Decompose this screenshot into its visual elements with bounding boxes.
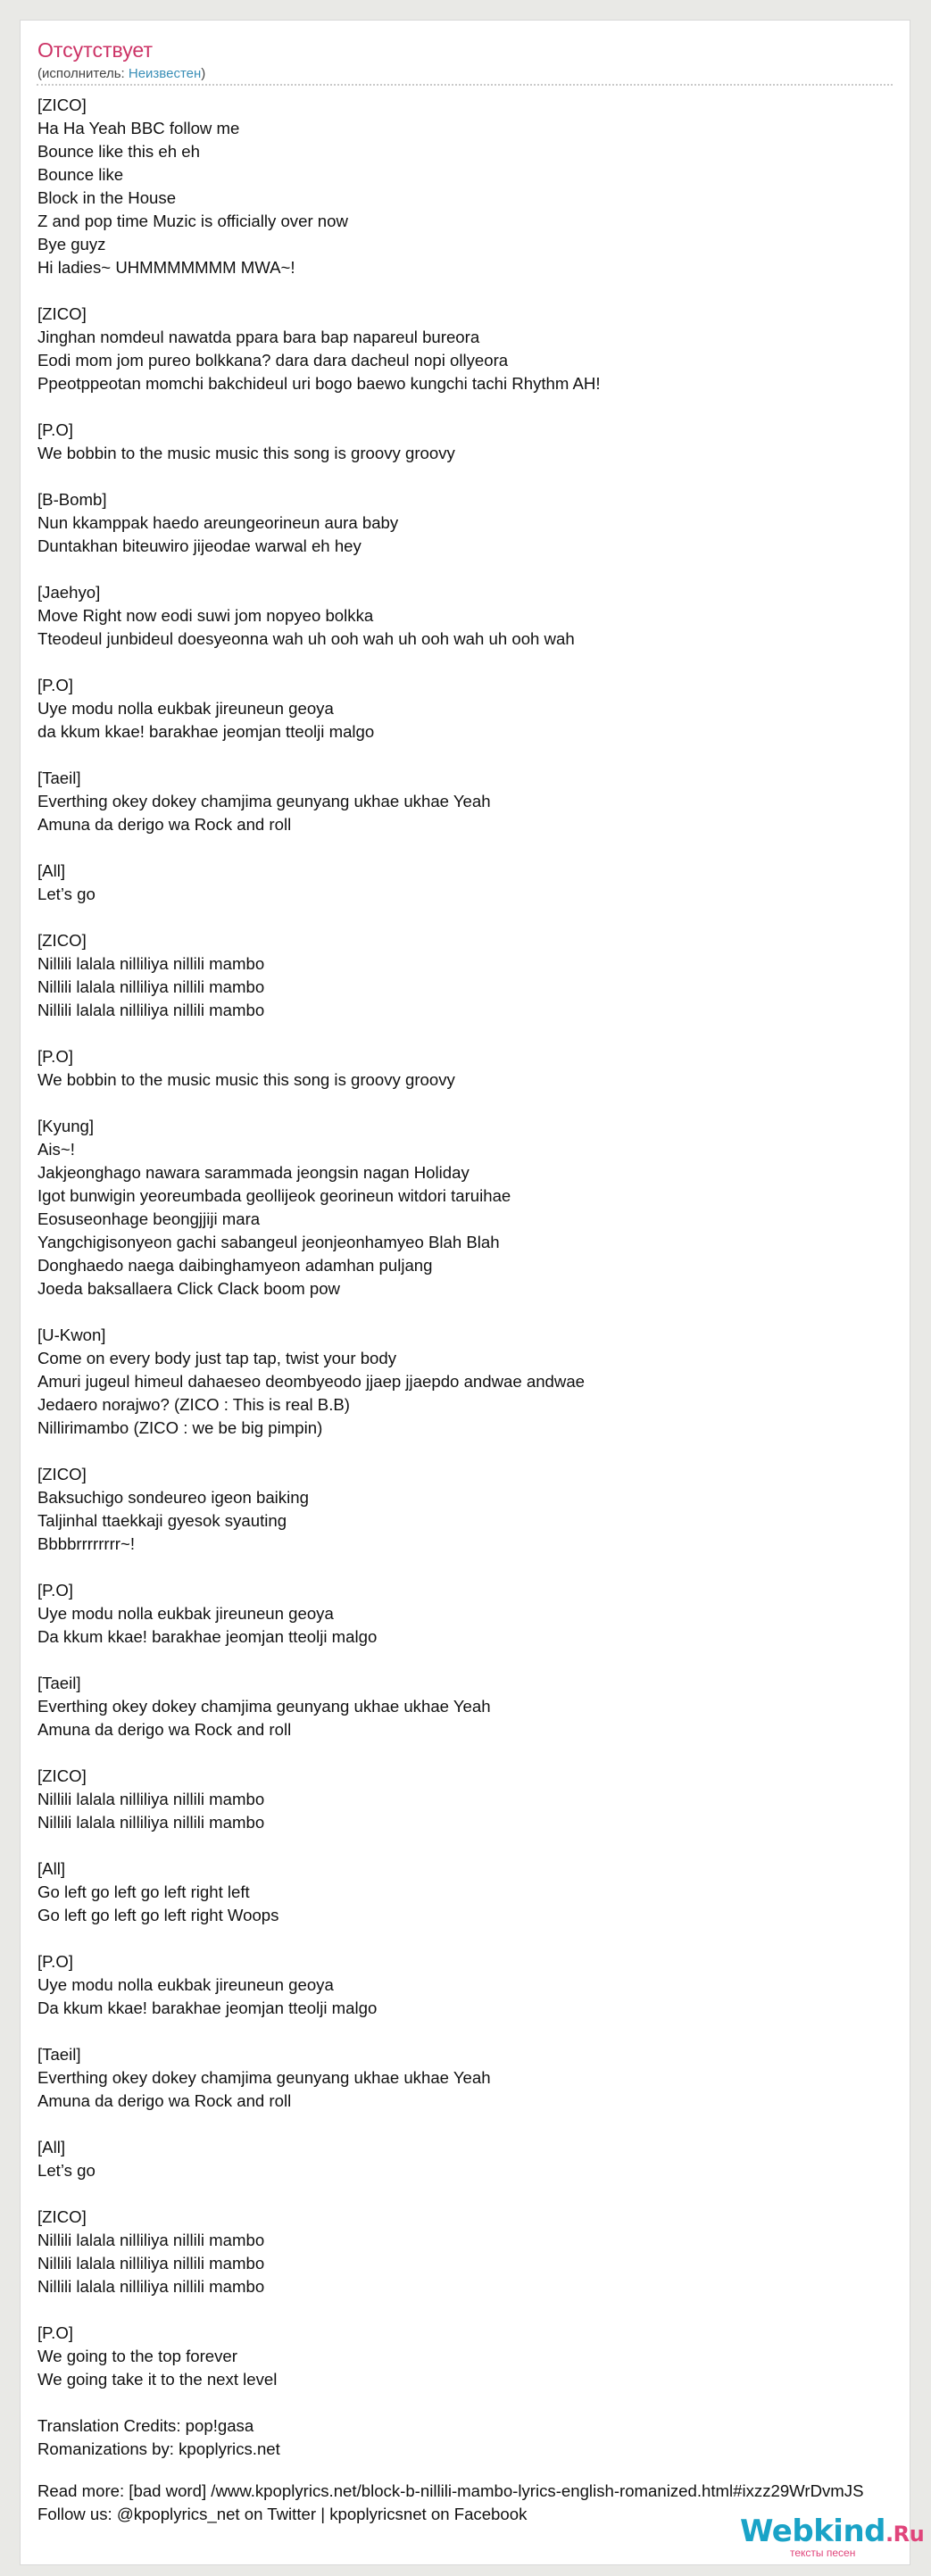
lyric-line: Eodi mom jom pureo bolkkana? dara dara dacheul nopi ollyeora — [37, 351, 509, 370]
lyric-line: Nillili lalala nilliliya nillili mambo — [37, 2254, 265, 2273]
lyric-line: Come on every body just tap tap, twist your body — [37, 1349, 397, 1367]
lyric-line — [37, 2391, 908, 2414]
follow-us-line[interactable]: Follow us: @kpoplyrics_net on Twitter | kpoplyricsnet on Facebook — [37, 2505, 528, 2523]
lyric-section-label: [P.O] — [37, 2323, 73, 2342]
lyric-section-label: [P.O] — [37, 1581, 73, 1600]
lyric-line — [37, 1022, 908, 1045]
lyric-line: Bbbbrrrrrrrr~! — [37, 1534, 135, 1553]
lyric-line: Tteodeul junbideul doesyeonna wah uh ooh wah uh ooh wah uh ooh wah — [37, 629, 575, 648]
lyric-line: Z and pop time Muzic is officially over now — [37, 212, 348, 230]
song-title: Отсутствует — [37, 38, 153, 62]
lyric-section-label: [ZICO] — [37, 96, 87, 114]
lyric-line — [37, 1300, 908, 1324]
site-logo[interactable] — [740, 2514, 925, 2559]
lyric-line — [37, 1440, 908, 1463]
lyric-line: Ha Ha Yeah BBC follow me — [37, 119, 240, 137]
lyric-line: Translation Credits: pop!gasa — [37, 2416, 254, 2435]
lyric-line: Nun kkamppak haedo areungeorineun aura baby — [37, 513, 399, 532]
lyrics-body — [37, 94, 908, 2461]
lyric-section-label: [P.O] — [37, 676, 73, 694]
lyric-line: Amuna da derigo wa Rock and roll — [37, 2091, 292, 2110]
lyric-line — [37, 279, 908, 303]
lyric-line — [37, 2113, 908, 2136]
lyric-line: Uye modu nolla eukbak jireuneun geoya — [37, 699, 334, 718]
lyric-line: Go left go left go left right left — [37, 1882, 250, 1901]
lyric-line: Amuna da derigo wa Rock and roll — [37, 1720, 292, 1739]
lyric-line — [37, 1834, 908, 1857]
lyric-line — [37, 465, 908, 488]
lyric-line: Nillili lalala nilliliya nillili mambo — [37, 1001, 265, 1019]
lyric-line: Yangchigisonyeon gachi sabangeul jeonjeonhamyeo Blah Blah — [37, 1233, 500, 1251]
lyric-line: Romanizations by: kpoplyrics.net — [37, 2439, 280, 2458]
lyric-line: Bounce like this eh eh — [37, 142, 200, 161]
lyric-line — [37, 1741, 908, 1765]
lyric-section-label: [All] — [37, 2138, 65, 2156]
lyric-section-label: [Taeil] — [37, 2045, 81, 2064]
lyric-line: Ppeotppeotan momchi bakchideul uri bogo baewo kungchi tachi Rhythm AH! — [37, 374, 601, 393]
lyric-line: Jakjeonghago nawara sarammada jeongsin nagan Holiday — [37, 1163, 470, 1182]
lyric-line: Block in the House — [37, 188, 177, 207]
lyric-line: Uye modu nolla eukbak jireuneun geoya — [37, 1975, 334, 1994]
lyric-line — [37, 651, 908, 674]
artist-prefix: (исполнитель: — [37, 66, 129, 81]
lyric-line: Da kkum kkae! barakhae jeomjan tteolji malgo — [37, 1627, 378, 1646]
logo-suffix: .Ru — [885, 2522, 925, 2547]
lyric-line: We going to the top forever — [37, 2347, 237, 2365]
lyric-line: Move Right now eodi suwi jom nopyeo bolkka — [37, 606, 374, 625]
lyric-line — [37, 1556, 908, 1579]
lyric-line: Nillili lalala nilliliya nillili mambo — [37, 1813, 265, 1832]
lyric-line: Jedaero norajwo? (ZICO : This is real B.B) — [37, 1395, 350, 1414]
lyric-section-label: [B-Bomb] — [37, 490, 107, 509]
lyric-line — [37, 744, 908, 767]
lyric-line: We bobbin to the music music this song is groovy groovy — [37, 1070, 455, 1089]
lyric-line — [37, 1092, 908, 1115]
lyric-line — [37, 1649, 908, 1672]
lyric-line — [37, 836, 908, 860]
lyric-line: Hi ladies~ UHMMMMMMM MWA~! — [37, 258, 295, 277]
lyric-line: Taljinhal ttaekkaji gyesok syauting — [37, 1511, 287, 1530]
read-more-line[interactable]: Read more: [bad word] /www.kpoplyrics.net/block-b-nillili-mambo-lyrics-english-romanized.html#ixzz29WrDvmJS — [37, 2481, 864, 2500]
lyric-section-label: [Kyung] — [37, 1117, 95, 1135]
lyric-section-label: [ZICO] — [37, 304, 87, 323]
logo-tagline: тексты песен — [790, 2547, 856, 2559]
lyric-line: Nillili lalala nilliliya nillili mambo — [37, 2277, 265, 2296]
lyric-line: Go left go left go left right Woops — [37, 1906, 279, 1924]
lyric-line: Donghaedo naega daibinghamyeon adamhan puljang — [37, 1256, 433, 1275]
lyric-section-label: [All] — [37, 1859, 65, 1878]
lyric-line: Joeda baksallaera Click Clack boom pow — [37, 1279, 340, 1298]
lyric-line — [37, 395, 908, 419]
lyric-line: Everthing okey dokey chamjima geunyang ukhae ukhae Yeah — [37, 2068, 491, 2087]
artist-suffix: ) — [201, 66, 206, 81]
lyric-section-label: [ZICO] — [37, 1766, 87, 1785]
lyric-section-label: [P.O] — [37, 1952, 73, 1971]
lyric-section-label: [All] — [37, 861, 65, 880]
lyric-section-label: [P.O] — [37, 1047, 73, 1066]
lyric-line: Jinghan nomdeul nawatda ppara bara bap napareul bureora — [37, 328, 480, 346]
lyric-line: Da kkum kkae! barakhae jeomjan tteolji malgo — [37, 1998, 378, 2017]
lyric-section-label: [P.O] — [37, 420, 73, 439]
lyric-line: We going take it to the next level — [37, 2370, 278, 2389]
lyric-line — [37, 558, 908, 581]
lyric-line: da kkum kkae! barakhae jeomjan tteolji malgo — [37, 722, 375, 741]
lyric-line: Let’s go — [37, 2161, 96, 2180]
lyric-line — [37, 2298, 908, 2322]
artist-line — [37, 66, 205, 82]
lyric-line: Baksuchigo sondeureo igeon baiking — [37, 1488, 309, 1507]
lyric-section-label: [ZICO] — [37, 931, 87, 950]
lyric-line — [37, 1927, 908, 1950]
lyric-line: Duntakhan biteuwiro jijeodae warwal eh hey — [37, 536, 362, 555]
lyric-line: Ais~! — [37, 1140, 75, 1159]
lyric-line: Igot bunwigin yeoreumbada geollijeok georineun witdori taruihae — [37, 1186, 511, 1205]
lyric-section-label: [U-Kwon] — [37, 1325, 106, 1344]
lyric-line: Nillili lalala nilliliya nillili mambo — [37, 2231, 265, 2249]
lyric-line: Everthing okey dokey chamjima geunyang ukhae ukhae Yeah — [37, 1697, 491, 1716]
lyric-line: Nillili lalala nilliliya nillili mambo — [37, 977, 265, 996]
lyric-line: Amuna da derigo wa Rock and roll — [37, 815, 292, 834]
lyric-line: Nillili lalala nilliliya nillili mambo — [37, 954, 265, 973]
logo-name: Webkind — [740, 2514, 885, 2549]
lyric-line: Nillili lalala nilliliya nillili mambo — [37, 1790, 265, 1808]
lyric-section-label: [Taeil] — [37, 1674, 81, 1692]
lyric-section-label: [ZICO] — [37, 2207, 87, 2226]
lyric-line: Everthing okey dokey chamjima geunyang ukhae ukhae Yeah — [37, 792, 491, 810]
lyric-section-label: [Taeil] — [37, 769, 81, 787]
lyric-line: Uye modu nolla eukbak jireuneun geoya — [37, 1604, 334, 1623]
title-divider — [37, 84, 893, 86]
artist-link[interactable]: Неизвестен — [128, 66, 202, 81]
lyric-line — [37, 2182, 908, 2206]
lyric-line: Nillirimambo (ZICO : we be big pimpin) — [37, 1418, 323, 1437]
lyric-section-label: [ZICO] — [37, 1465, 87, 1483]
lyric-section-label: [Jaehyo] — [37, 583, 101, 602]
lyric-line — [37, 2020, 908, 2043]
lyric-line — [37, 906, 908, 929]
lyric-line: Bye guyz — [37, 235, 106, 253]
lyric-line: Amuri jugeul himeul dahaeseo deombyeodo jjaep jjaepdo andwae andwae — [37, 1372, 585, 1391]
lyric-line: Let’s go — [37, 885, 96, 903]
lyrics-card — [20, 20, 925, 2565]
lyric-line: Eosuseonhage beongjjiji mara — [37, 1209, 261, 1228]
lyric-line: Bounce like — [37, 165, 124, 184]
lyric-line: We bobbin to the music music this song is groovy groovy — [37, 444, 455, 462]
